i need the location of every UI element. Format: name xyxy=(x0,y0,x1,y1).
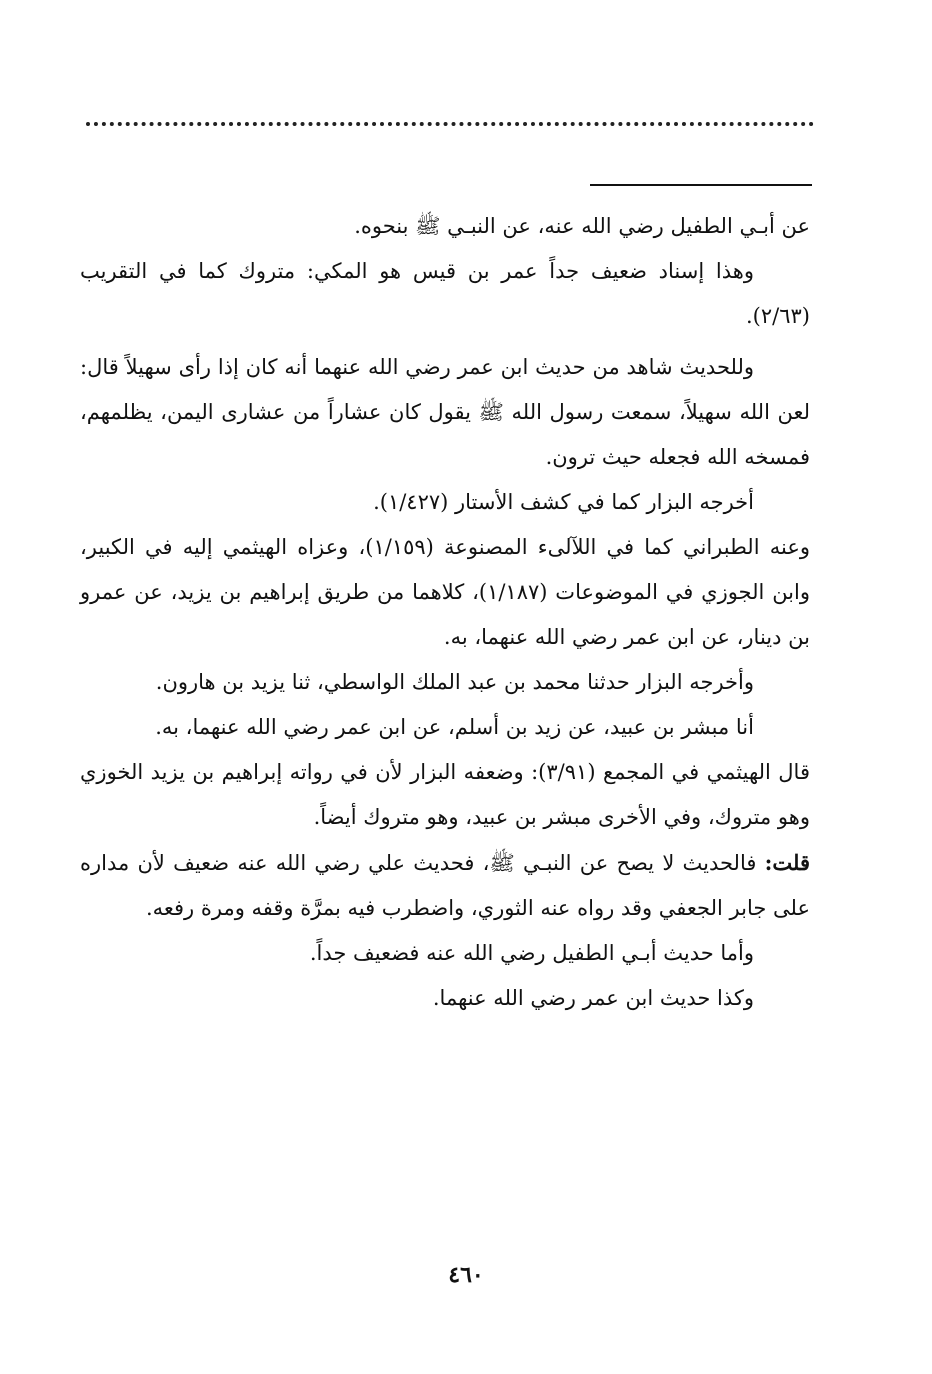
paragraph-6: وأخرجه البزار حدثنا محمد بن عبد الملك الواسطي، ثنا يزيد بن هارون. xyxy=(155,670,754,694)
footnote-rule xyxy=(590,184,812,186)
paragraph-4: أخرجه البزار كما في كشف الأستار (١/٤٢٧). xyxy=(373,490,754,514)
paragraph-9-lead: قلت: xyxy=(764,850,810,875)
paragraph-5: وعنه الطبراني كما في اللآلىء المصنوعة (١/١٥٩)، وعزاه الهيثمي إليه في الكبير، وابن الجوزي في الموضوعات (١/١٨٧)، كلاهما من طريق إبراهيم بن يزيد، عن عمرو بن دينار، عن ابن عمر رضي الله عنهما، به. xyxy=(80,535,810,649)
paragraph-9-body: فالحديث لا يصح عن النبـي ﷺ، فحديث علي رضي الله عنه ضعيف لأن مداره على جابر الجعفي وقد رواه عنه الثوري، واضطرب فيه بمرَّة وقفه ومرة رفعه. xyxy=(80,851,810,920)
paragraph-2: وهذا إسناد ضعيف جداً عمر بن قيس هو المكي: متروك كما في التقريب (٢/٦٣). xyxy=(80,259,810,328)
paragraph-7: أنا مبشر بن عبيد، عن زيد بن أسلم، عن ابن عمر رضي الله عنهما، به. xyxy=(155,715,754,739)
footnote-text-block xyxy=(80,204,810,1021)
paragraph-8: قال الهيثمي في المجمع (٣/٩١): وضعفه البزار لأن في رواته إبراهيم بن يزيد الخوزي وهو متروك، وفي الأخرى مبشر بن عبيد، وهو متروك أيضاً. xyxy=(80,760,810,829)
paragraph-3: وللحديث شاهد من حديث ابن عمر رضي الله عنهما أنه كان إذا رأى سهيلاً قال: لعن الله سهيلاً، سمعت رسول الله ﷺ يقول كان عشاراً من عشارى اليمن، يظلمهم، فمسخه الله فجعله حيث ترون. xyxy=(80,355,810,469)
paragraph-9 xyxy=(80,840,810,931)
paragraph-10: وأما حديث أبـي الطفيل رضي الله عنه فضعيف جداً. xyxy=(309,941,754,965)
paragraph-1: عن أبـي الطفيل رضي الله عنه، عن النبـي ﷺ بنحوه. xyxy=(354,214,810,238)
paragraph-11: وكذا حديث ابن عمر رضي الله عنهما. xyxy=(432,986,754,1010)
page-number: ٤٦٠ xyxy=(448,1262,484,1288)
dotted-separator xyxy=(86,122,814,126)
